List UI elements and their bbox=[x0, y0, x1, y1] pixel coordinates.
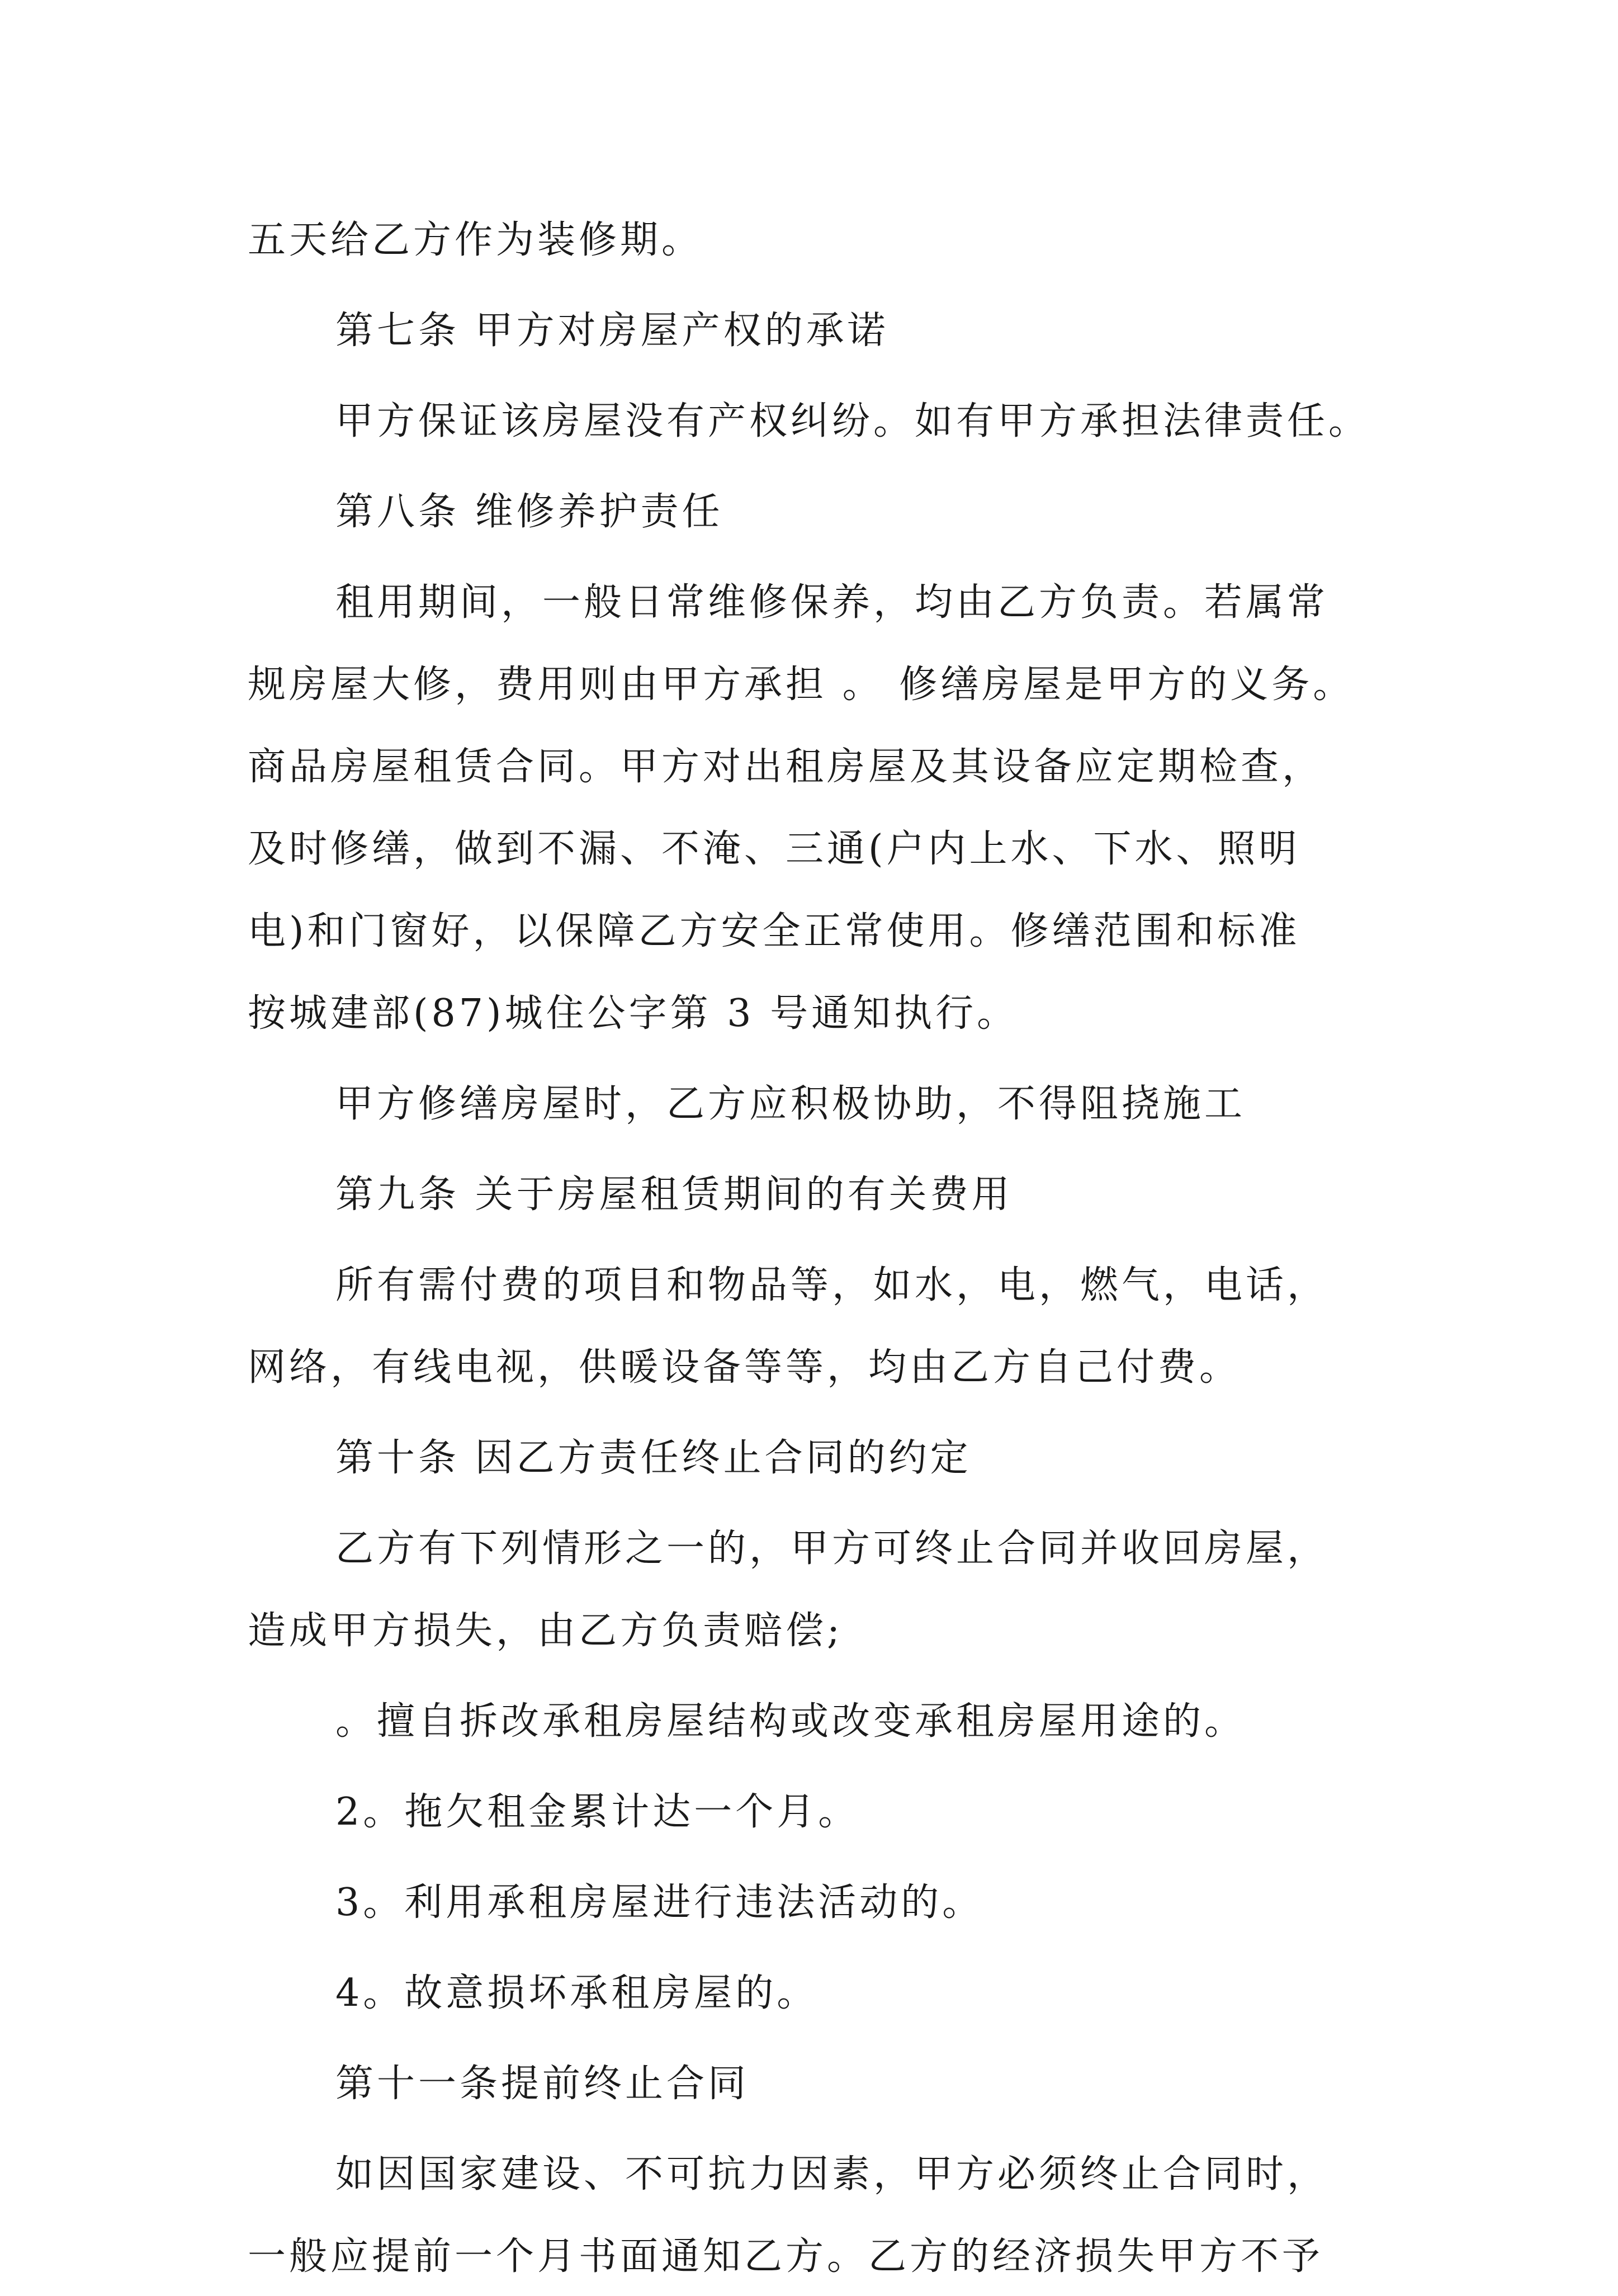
paragraph-line: 一般应提前一个月书面通知乙方。乙方的经济损失甲方不予 bbox=[248, 2234, 1324, 2279]
paragraph-line: 网络，有线电视，供暖设备等等，均由乙方自己付费。 bbox=[248, 1345, 1241, 1390]
article-heading: 第十一条提前终止合同 bbox=[335, 2062, 750, 2106]
paragraph-line: 租用期间，一般日常维修保养，均由乙方负责。若属常 bbox=[335, 580, 1329, 625]
list-item: 2。拖欠租金累计达一个月。 bbox=[335, 1790, 860, 1834]
paragraph-line: 规房屋大修，费用则由甲方承担 。 修缮房屋是甲方的义务。 bbox=[248, 663, 1355, 707]
list-item: 4。故意损坏承租房屋的。 bbox=[335, 1971, 819, 2015]
article-heading: 第九条 关于房屋租赁期间的有关费用 bbox=[335, 1173, 1013, 1217]
paragraph-line: 五天给乙方作为装修期。 bbox=[248, 218, 703, 262]
paragraph-line: 如因国家建设、不可抗力因素，甲方必须终止合同时， bbox=[335, 2152, 1329, 2196]
article-heading: 第七条 甲方对房屋产权的承诺 bbox=[335, 309, 889, 353]
article-heading: 第十条 因乙方责任终止合同的约定 bbox=[335, 1436, 972, 1480]
paragraph-line: 造成甲方损失，由乙方负责赔偿; bbox=[248, 1609, 843, 1653]
article-heading: 第八条 维修养护责任 bbox=[335, 490, 723, 534]
paragraph-line: 乙方有下列情形之一的，甲方可终止合同并收回房屋， bbox=[335, 1527, 1329, 1571]
paragraph-line: 及时修缮，做到不漏、不淹、三通(户内上水、下水、照明 bbox=[248, 827, 1300, 871]
paragraph-line: 甲方保证该房屋没有产权纠纷。如有甲方承担法律责任。 bbox=[335, 399, 1370, 443]
paragraph-line: 甲方修缮房屋时，乙方应积极协助，不得阻挠施工 bbox=[335, 1082, 1246, 1126]
list-item: 3。利用承租房屋进行违法活动的。 bbox=[335, 1881, 984, 1925]
paragraph-line: 所有需付费的项目和物品等，如水，电，燃气，电话， bbox=[335, 1263, 1329, 1307]
paragraph-line: 电)和门窗好，以保障乙方安全正常使用。修缮范围和标准 bbox=[248, 909, 1300, 953]
paragraph-line: 商品房屋租赁合同。甲方对出租房屋及其设备应定期检查， bbox=[248, 745, 1324, 789]
list-item: 。擅自拆改承租房屋结构或改变承租房屋用途的。 bbox=[335, 1699, 1246, 1744]
paragraph-line: 按城建部(87)城住公字第 3 号通知执行。 bbox=[248, 991, 1019, 1036]
